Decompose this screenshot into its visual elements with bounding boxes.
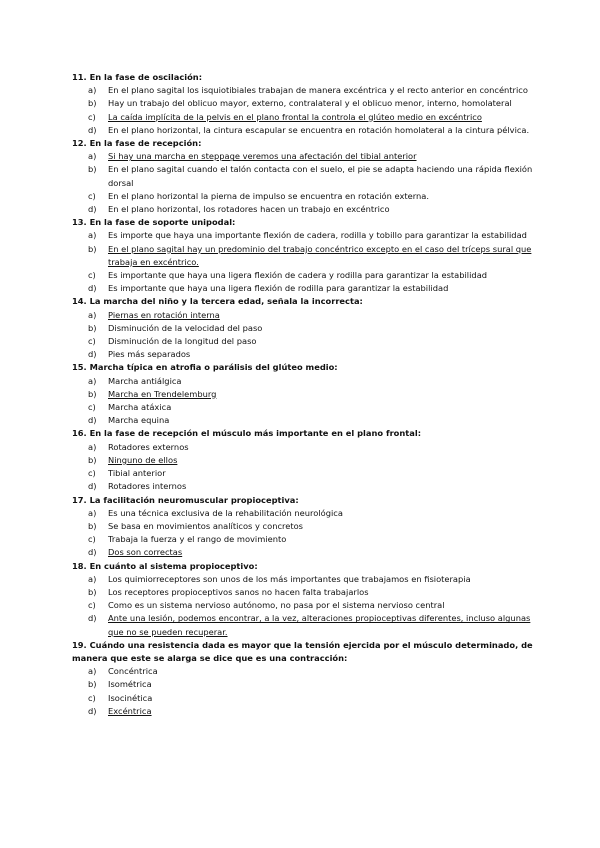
option-text: En el plano horizontal la pierna de impulso se encuentra en rotación externa. — [108, 190, 429, 201]
option-item — [72, 150, 540, 163]
option-text: Marcha atáxica — [108, 402, 172, 413]
question-number: 17. — [72, 494, 87, 505]
option-text: Isométrica — [108, 679, 152, 690]
question-block — [72, 137, 540, 216]
question-heading — [72, 295, 540, 308]
option-item — [72, 480, 540, 493]
option-letter: b) — [88, 98, 97, 109]
option-item — [72, 612, 540, 638]
question-text: La marcha del niño y la tercera edad, señala la incorrecta: — [89, 296, 363, 307]
option-letter: d) — [88, 705, 97, 716]
option-text: En el plano sagital los isquiotibiales trabajan de manera excéntrica y el recto anterior en concéntrico — [108, 85, 528, 96]
option-item — [72, 309, 540, 322]
option-letter: b) — [88, 454, 97, 465]
question-heading — [72, 361, 540, 374]
option-item — [72, 84, 540, 97]
option-letter: d) — [88, 349, 97, 360]
option-letter: a) — [88, 666, 97, 677]
option-text-correct: En el plano sagital hay un predominio del trabajo concéntrico excepto en el caso del tríceps sural que trabaja en excéntrico. — [108, 243, 532, 267]
question-number: 12. — [72, 138, 87, 149]
option-item — [72, 441, 540, 454]
option-text: Es importante que haya una ligera flexión de rodilla para garantizar la estabilidad — [108, 283, 449, 294]
option-text: Hay un trabajo del oblicuo mayor, externo, contralateral y el oblicuo menor, interno, homolateral — [108, 98, 512, 109]
option-item — [72, 203, 540, 216]
question-block — [72, 295, 540, 361]
option-item — [72, 111, 540, 124]
option-item — [72, 163, 540, 189]
option-letter: b) — [88, 520, 97, 531]
question-text: La facilitación neuromuscular propioceptiva: — [89, 494, 299, 505]
option-item — [72, 124, 540, 137]
option-letter: c) — [88, 692, 96, 703]
option-text: Marcha antiálgica — [108, 375, 182, 386]
option-text: Rotadores externos — [108, 441, 189, 452]
option-item — [72, 705, 540, 718]
option-item — [72, 454, 540, 467]
question-block — [72, 71, 540, 137]
option-letter: a) — [88, 230, 97, 241]
option-letter: d) — [88, 415, 97, 426]
option-text: Rotadores internos — [108, 481, 187, 492]
option-text: Marcha equina — [108, 415, 170, 426]
question-block — [72, 361, 540, 427]
question-number: 18. — [72, 560, 87, 571]
option-text: En el plano horizontal, los rotadores hacen un trabajo en excéntrico — [108, 204, 390, 215]
question-block — [72, 427, 540, 493]
option-item — [72, 335, 540, 348]
option-item — [72, 282, 540, 295]
option-item — [72, 229, 540, 242]
option-text: Isocinética — [108, 692, 153, 703]
option-item — [72, 414, 540, 427]
option-letter: d) — [88, 481, 97, 492]
question-text: En la fase de recepción: — [89, 138, 202, 149]
option-item — [72, 520, 540, 533]
option-letter: b) — [88, 679, 97, 690]
option-item — [72, 190, 540, 203]
option-item — [72, 692, 540, 705]
option-text-correct: Ante una lesión, podemos encontrar, a la vez, alteraciones propioceptivas diferentes, incluso algunas que no se pueden recuperar. — [108, 613, 531, 637]
question-heading — [72, 639, 540, 665]
option-letter: d) — [88, 124, 97, 135]
option-letter: a) — [88, 309, 97, 320]
option-letter: d) — [88, 283, 97, 294]
option-text: Es importante que haya una ligera flexión de cadera y rodilla para garantizar la estabilidad — [108, 270, 488, 281]
question-block — [72, 639, 540, 718]
option-letter: a) — [88, 375, 97, 386]
option-letter: d) — [88, 547, 97, 558]
question-block — [72, 216, 540, 295]
question-text: En cuánto al sistema propioceptivo: — [89, 560, 258, 571]
option-letter: a) — [88, 85, 97, 96]
option-text: En el plano sagital cuando el talón contacta con el suelo, el pie se adapta haciendo una rápida flexión dorsal — [108, 164, 533, 188]
option-item — [72, 573, 540, 586]
option-item — [72, 467, 540, 480]
option-text: Concéntrica — [108, 666, 158, 677]
option-letter: a) — [88, 441, 97, 452]
option-item — [72, 401, 540, 414]
option-text: Es importe que haya una importante flexión de cadera, rodilla y tobillo para garantizar la estabilidad — [108, 230, 527, 241]
option-letter: c) — [88, 190, 96, 201]
question-heading — [72, 427, 540, 440]
question-heading — [72, 216, 540, 229]
question-text: Marcha típica en atrofia o parálisis del glúteo medio: — [89, 362, 338, 373]
option-letter: c) — [88, 468, 96, 479]
question-heading — [72, 560, 540, 573]
option-text-correct: Dos son correctas — [108, 547, 183, 558]
question-number: 11. — [72, 72, 87, 82]
option-item — [72, 665, 540, 678]
question-number: 16. — [72, 428, 87, 439]
question-number: 13. — [72, 217, 87, 228]
option-item — [72, 533, 540, 546]
option-letter: c) — [88, 270, 96, 281]
question-heading — [72, 137, 540, 150]
option-text: Los receptores propioceptivos sanos no hacen falta trabajarlos — [108, 586, 369, 597]
option-text-correct: Piernas en rotación interna — [108, 309, 220, 320]
option-item — [72, 586, 540, 599]
option-letter: a) — [88, 151, 97, 162]
option-item — [72, 507, 540, 520]
option-item — [72, 348, 540, 361]
option-letter: a) — [88, 507, 97, 518]
option-text: Disminución de la longitud del paso — [108, 336, 257, 347]
question-text: En la fase de recepción el músculo más importante en el plano frontal: — [89, 428, 422, 439]
question-number: 19. — [72, 639, 87, 650]
question-text: En la fase de soporte unipodal: — [89, 217, 236, 228]
question-number: 14. — [72, 296, 87, 307]
option-item — [72, 599, 540, 612]
option-item — [72, 678, 540, 691]
option-text: En el plano horizontal, la cintura escapular se encuentra en rotación homolateral a la cintura pélvica. — [108, 124, 530, 135]
option-text-correct: Excéntrica — [108, 705, 152, 716]
option-text-correct: La caída implícita de la pelvis en el plano frontal la controla el glúteo medio en excéntrico — [108, 111, 482, 122]
option-letter: d) — [88, 204, 97, 215]
question-heading — [72, 71, 540, 84]
option-letter: c) — [88, 402, 96, 413]
option-text: Tibial anterior — [108, 468, 166, 479]
option-text: Trabaja la fuerza y el rango de movimiento — [108, 534, 287, 545]
option-text: Es una técnica exclusiva de la rehabilitación neurológica — [108, 507, 343, 518]
option-item — [72, 375, 540, 388]
option-item — [72, 269, 540, 282]
option-text-correct: Si hay una marcha en steppage veremos una afectación del tibial anterior — [108, 151, 417, 162]
option-text: Se basa en movimientos analíticos y concretos — [108, 520, 304, 531]
option-letter: b) — [88, 243, 97, 254]
question-text: Cuándo una resistencia dada es mayor que la tensión ejercida por el músculo determinado, de manera que este se alarga se dice que es una contracción: — [72, 639, 533, 663]
question-number: 15. — [72, 362, 87, 373]
option-letter: c) — [88, 111, 96, 122]
option-text-correct: Ninguno de ellos — [108, 454, 178, 465]
option-item — [72, 97, 540, 110]
option-letter: c) — [88, 600, 96, 611]
option-text: Como es un sistema nervioso autónomo, no pasa por el sistema nervioso central — [108, 600, 445, 611]
question-text: En la fase de oscilación: — [89, 72, 203, 82]
option-item — [72, 388, 540, 401]
option-item — [72, 322, 540, 335]
option-text: Pies más separados — [108, 349, 191, 360]
option-letter: c) — [88, 534, 96, 545]
option-letter: b) — [88, 164, 97, 175]
option-letter: b) — [88, 388, 97, 399]
option-text: Disminución de la velocidad del paso — [108, 322, 263, 333]
question-block — [72, 560, 540, 639]
option-letter: c) — [88, 336, 96, 347]
option-item — [72, 243, 540, 269]
option-text-correct: Marcha en Trendelemburg — [108, 388, 217, 399]
option-text: Los quimiorreceptores son unos de los más importantes que trabajamos en fisioterapia — [108, 573, 471, 584]
question-heading — [72, 494, 540, 507]
option-letter: b) — [88, 322, 97, 333]
option-letter: a) — [88, 573, 97, 584]
option-letter: b) — [88, 586, 97, 597]
option-item — [72, 546, 540, 559]
question-block — [72, 494, 540, 560]
option-letter: d) — [88, 613, 97, 624]
